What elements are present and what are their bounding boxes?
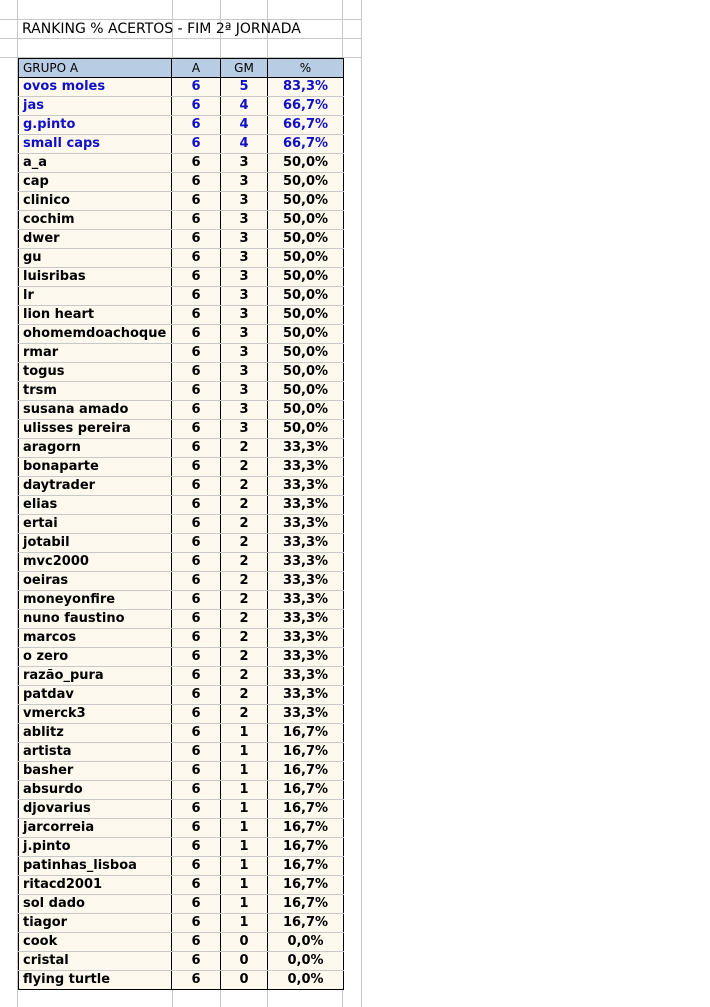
percent-cell[interactable]: 50,0% — [268, 230, 344, 249]
player-name-cell[interactable]: cap — [19, 173, 172, 192]
a-cell[interactable]: 6 — [172, 325, 221, 344]
gm-cell[interactable]: 2 — [221, 629, 268, 648]
header-a[interactable]: A — [172, 59, 221, 78]
percent-cell[interactable]: 0,0% — [268, 952, 344, 971]
percent-cell[interactable]: 50,0% — [268, 401, 344, 420]
percent-cell[interactable]: 16,7% — [268, 743, 344, 762]
gm-cell[interactable]: 2 — [221, 705, 268, 724]
percent-cell[interactable]: 33,3% — [268, 572, 344, 591]
player-name-cell[interactable]: oeiras — [19, 572, 172, 591]
table-row — [19, 800, 344, 819]
percent-cell[interactable]: 33,3% — [268, 686, 344, 705]
ranking-rows — [19, 78, 344, 990]
player-name-cell[interactable]: ablitz — [19, 724, 172, 743]
header-group-a[interactable]: GRUPO A — [19, 59, 172, 78]
a-cell[interactable]: 6 — [172, 135, 221, 154]
percent-cell[interactable]: 16,7% — [268, 876, 344, 895]
gm-cell[interactable]: 3 — [221, 325, 268, 344]
percent-cell[interactable]: 16,7% — [268, 857, 344, 876]
player-name-cell[interactable]: lion heart — [19, 306, 172, 325]
sheet-title[interactable]: RANKING % ACERTOS - FIM 2ª JORNADA — [22, 21, 301, 37]
player-name-cell[interactable]: ritacd2001 — [19, 876, 172, 895]
percent-cell[interactable]: 50,0% — [268, 249, 344, 268]
gm-cell[interactable]: 3 — [221, 382, 268, 401]
table-row — [19, 268, 344, 287]
gm-cell[interactable]: 3 — [221, 287, 268, 306]
player-name-cell[interactable]: jarcorreia — [19, 819, 172, 838]
table-row — [19, 781, 344, 800]
gm-cell[interactable]: 4 — [221, 135, 268, 154]
gm-cell[interactable]: 3 — [221, 344, 268, 363]
a-cell[interactable]: 6 — [172, 971, 221, 990]
percent-cell[interactable]: 50,0% — [268, 306, 344, 325]
gm-cell[interactable]: 1 — [221, 895, 268, 914]
gm-cell[interactable]: 3 — [221, 230, 268, 249]
percent-cell[interactable]: 16,7% — [268, 895, 344, 914]
table-row — [19, 610, 344, 629]
table-row — [19, 344, 344, 363]
percent-cell[interactable]: 33,3% — [268, 591, 344, 610]
table-row — [19, 648, 344, 667]
percent-cell[interactable]: 50,0% — [268, 420, 344, 439]
player-name-cell[interactable]: nuno faustino — [19, 610, 172, 629]
percent-cell[interactable]: 16,7% — [268, 819, 344, 838]
a-cell[interactable]: 6 — [172, 249, 221, 268]
a-cell[interactable]: 6 — [172, 629, 221, 648]
ranking-table — [18, 58, 344, 990]
player-name-cell[interactable]: basher — [19, 762, 172, 781]
gm-cell[interactable]: 1 — [221, 838, 268, 857]
table-row — [19, 572, 344, 591]
percent-cell[interactable]: 0,0% — [268, 971, 344, 990]
gm-cell[interactable]: 2 — [221, 648, 268, 667]
table-row — [19, 439, 344, 458]
table-row — [19, 553, 344, 572]
percent-cell[interactable]: 66,7% — [268, 135, 344, 154]
a-cell[interactable]: 6 — [172, 401, 221, 420]
gm-cell[interactable]: 1 — [221, 762, 268, 781]
table-row — [19, 458, 344, 477]
gm-cell[interactable]: 1 — [221, 914, 268, 933]
gm-cell[interactable]: 3 — [221, 401, 268, 420]
gm-cell[interactable]: 4 — [221, 116, 268, 135]
a-cell[interactable]: 6 — [172, 838, 221, 857]
player-name-cell[interactable]: cristal — [19, 952, 172, 971]
percent-cell[interactable]: 33,3% — [268, 496, 344, 515]
percent-cell[interactable]: 33,3% — [268, 439, 344, 458]
a-cell[interactable]: 6 — [172, 933, 221, 952]
gm-cell[interactable]: 1 — [221, 724, 268, 743]
header-percent[interactable]: % — [268, 59, 344, 78]
player-name-cell[interactable]: o zero — [19, 648, 172, 667]
gm-cell[interactable]: 2 — [221, 553, 268, 572]
a-cell[interactable]: 6 — [172, 686, 221, 705]
gm-cell[interactable]: 5 — [221, 78, 268, 97]
a-cell[interactable]: 6 — [172, 724, 221, 743]
percent-cell[interactable]: 16,7% — [268, 781, 344, 800]
a-cell[interactable]: 6 — [172, 78, 221, 97]
player-name-cell[interactable]: ulisses pereira — [19, 420, 172, 439]
a-cell[interactable]: 6 — [172, 553, 221, 572]
a-cell[interactable]: 6 — [172, 515, 221, 534]
a-cell[interactable]: 6 — [172, 154, 221, 173]
percent-cell[interactable]: 50,0% — [268, 211, 344, 230]
table-row — [19, 420, 344, 439]
a-cell[interactable]: 6 — [172, 439, 221, 458]
percent-cell[interactable]: 50,0% — [268, 382, 344, 401]
table-row — [19, 192, 344, 211]
gm-cell[interactable]: 0 — [221, 952, 268, 971]
percent-cell[interactable]: 16,7% — [268, 914, 344, 933]
a-cell[interactable]: 6 — [172, 363, 221, 382]
player-name-cell[interactable]: j.pinto — [19, 838, 172, 857]
player-name-cell[interactable]: rmar — [19, 344, 172, 363]
player-name-cell[interactable]: ovos moles — [19, 78, 172, 97]
table-row — [19, 154, 344, 173]
table-row — [19, 667, 344, 686]
gm-cell[interactable]: 0 — [221, 971, 268, 990]
table-row — [19, 762, 344, 781]
table-row — [19, 857, 344, 876]
player-name-cell[interactable]: razão_pura — [19, 667, 172, 686]
table-row — [19, 876, 344, 895]
table-row — [19, 97, 344, 116]
gm-cell[interactable]: 3 — [221, 363, 268, 382]
a-cell[interactable]: 6 — [172, 211, 221, 230]
player-name-cell[interactable]: absurdo — [19, 781, 172, 800]
a-cell[interactable]: 6 — [172, 230, 221, 249]
a-cell[interactable]: 6 — [172, 914, 221, 933]
table-row — [19, 325, 344, 344]
player-name-cell[interactable]: cochim — [19, 211, 172, 230]
player-name-cell[interactable]: small caps — [19, 135, 172, 154]
percent-cell[interactable]: 33,3% — [268, 477, 344, 496]
a-cell[interactable]: 6 — [172, 97, 221, 116]
player-name-cell[interactable]: trsm — [19, 382, 172, 401]
gm-cell[interactable]: 0 — [221, 933, 268, 952]
percent-cell[interactable]: 50,0% — [268, 344, 344, 363]
grid-row-line — [0, 38, 362, 39]
a-cell[interactable]: 6 — [172, 477, 221, 496]
a-cell[interactable]: 6 — [172, 268, 221, 287]
player-name-cell[interactable]: luisribas — [19, 268, 172, 287]
table-row — [19, 211, 344, 230]
player-name-cell[interactable]: clinico — [19, 192, 172, 211]
gm-cell[interactable]: 3 — [221, 420, 268, 439]
player-name-cell[interactable]: a_a — [19, 154, 172, 173]
percent-cell[interactable]: 50,0% — [268, 363, 344, 382]
gm-cell[interactable]: 1 — [221, 743, 268, 762]
a-cell[interactable]: 6 — [172, 116, 221, 135]
table-row — [19, 933, 344, 952]
table-row — [19, 534, 344, 553]
table-row — [19, 686, 344, 705]
gm-cell[interactable]: 2 — [221, 439, 268, 458]
percent-cell[interactable]: 0,0% — [268, 933, 344, 952]
player-name-cell[interactable]: susana amado — [19, 401, 172, 420]
gm-cell[interactable]: 1 — [221, 819, 268, 838]
table-row — [19, 629, 344, 648]
gm-cell[interactable]: 1 — [221, 857, 268, 876]
player-name-cell[interactable]: vmerck3 — [19, 705, 172, 724]
table-row — [19, 287, 344, 306]
gm-cell[interactable]: 1 — [221, 800, 268, 819]
table-row — [19, 895, 344, 914]
a-cell[interactable]: 6 — [172, 496, 221, 515]
player-name-cell[interactable]: djovarius — [19, 800, 172, 819]
a-cell[interactable]: 6 — [172, 420, 221, 439]
table-row — [19, 743, 344, 762]
table-row — [19, 914, 344, 933]
player-name-cell[interactable]: lr — [19, 287, 172, 306]
percent-cell[interactable]: 66,7% — [268, 116, 344, 135]
a-cell[interactable]: 6 — [172, 800, 221, 819]
player-name-cell[interactable]: jas — [19, 97, 172, 116]
table-row — [19, 724, 344, 743]
grid-column-line — [361, 0, 362, 1007]
percent-cell[interactable]: 33,3% — [268, 629, 344, 648]
table-row — [19, 116, 344, 135]
percent-cell[interactable]: 83,3% — [268, 78, 344, 97]
player-name-cell[interactable]: jotabil — [19, 534, 172, 553]
percent-cell[interactable]: 66,7% — [268, 97, 344, 116]
percent-cell[interactable]: 33,3% — [268, 705, 344, 724]
player-name-cell[interactable]: mvc2000 — [19, 553, 172, 572]
table-row — [19, 230, 344, 249]
percent-cell[interactable]: 16,7% — [268, 800, 344, 819]
gm-cell[interactable]: 2 — [221, 591, 268, 610]
percent-cell[interactable]: 16,7% — [268, 724, 344, 743]
a-cell[interactable]: 6 — [172, 192, 221, 211]
table-row — [19, 135, 344, 154]
gm-cell[interactable]: 1 — [221, 781, 268, 800]
gm-cell[interactable]: 3 — [221, 211, 268, 230]
player-name-cell[interactable]: artista — [19, 743, 172, 762]
a-cell[interactable]: 6 — [172, 762, 221, 781]
table-row — [19, 173, 344, 192]
player-name-cell[interactable]: ertai — [19, 515, 172, 534]
a-cell[interactable]: 6 — [172, 743, 221, 762]
a-cell[interactable]: 6 — [172, 895, 221, 914]
table-row — [19, 705, 344, 724]
table-row — [19, 952, 344, 971]
a-cell[interactable]: 6 — [172, 306, 221, 325]
a-cell[interactable]: 6 — [172, 857, 221, 876]
grid-row-line — [0, 19, 362, 20]
percent-cell[interactable]: 50,0% — [268, 325, 344, 344]
player-name-cell[interactable]: patinhas_lisboa — [19, 857, 172, 876]
table-row — [19, 515, 344, 534]
percent-cell[interactable]: 16,7% — [268, 762, 344, 781]
table-row — [19, 363, 344, 382]
header-row — [19, 59, 344, 78]
gm-cell[interactable]: 2 — [221, 496, 268, 515]
percent-cell[interactable]: 33,3% — [268, 458, 344, 477]
percent-cell[interactable]: 50,0% — [268, 268, 344, 287]
gm-cell[interactable]: 3 — [221, 249, 268, 268]
a-cell[interactable]: 6 — [172, 952, 221, 971]
percent-cell[interactable]: 33,3% — [268, 667, 344, 686]
table-row — [19, 306, 344, 325]
player-name-cell[interactable]: marcos — [19, 629, 172, 648]
gm-cell[interactable]: 2 — [221, 515, 268, 534]
gm-cell[interactable]: 3 — [221, 154, 268, 173]
player-name-cell[interactable]: patdav — [19, 686, 172, 705]
percent-cell[interactable]: 16,7% — [268, 838, 344, 857]
table-row — [19, 496, 344, 515]
player-name-cell[interactable]: daytrader — [19, 477, 172, 496]
a-cell[interactable]: 6 — [172, 287, 221, 306]
a-cell[interactable]: 6 — [172, 382, 221, 401]
gm-cell[interactable]: 2 — [221, 534, 268, 553]
player-name-cell[interactable]: gu — [19, 249, 172, 268]
percent-cell[interactable]: 50,0% — [268, 287, 344, 306]
percent-cell[interactable]: 33,3% — [268, 648, 344, 667]
a-cell[interactable]: 6 — [172, 819, 221, 838]
player-name-cell[interactable]: cook — [19, 933, 172, 952]
percent-cell[interactable]: 33,3% — [268, 553, 344, 572]
gm-cell[interactable]: 3 — [221, 192, 268, 211]
a-cell[interactable]: 6 — [172, 173, 221, 192]
a-cell[interactable]: 6 — [172, 705, 221, 724]
table-row — [19, 382, 344, 401]
percent-cell[interactable]: 50,0% — [268, 154, 344, 173]
player-name-cell[interactable]: dwer — [19, 230, 172, 249]
percent-cell[interactable]: 33,3% — [268, 534, 344, 553]
gm-cell[interactable]: 1 — [221, 876, 268, 895]
a-cell[interactable]: 6 — [172, 781, 221, 800]
player-name-cell[interactable]: ohomemdoachoque — [19, 325, 172, 344]
gm-cell[interactable]: 2 — [221, 667, 268, 686]
a-cell[interactable]: 6 — [172, 667, 221, 686]
gm-cell[interactable]: 2 — [221, 458, 268, 477]
table-row — [19, 78, 344, 97]
gm-cell[interactable]: 2 — [221, 610, 268, 629]
gm-cell[interactable]: 2 — [221, 477, 268, 496]
table-row — [19, 591, 344, 610]
table-row — [19, 819, 344, 838]
table-row — [19, 249, 344, 268]
table-row — [19, 838, 344, 857]
gm-cell[interactable]: 2 — [221, 686, 268, 705]
table-row — [19, 971, 344, 990]
table-row — [19, 477, 344, 496]
player-name-cell[interactable]: togus — [19, 363, 172, 382]
player-name-cell[interactable]: tiagor — [19, 914, 172, 933]
player-name-cell[interactable]: moneyonfire — [19, 591, 172, 610]
player-name-cell[interactable]: flying turtle — [19, 971, 172, 990]
player-name-cell[interactable]: bonaparte — [19, 458, 172, 477]
a-cell[interactable]: 6 — [172, 344, 221, 363]
header-gm[interactable]: GM — [221, 59, 268, 78]
a-cell[interactable]: 6 — [172, 572, 221, 591]
a-cell[interactable]: 6 — [172, 458, 221, 477]
a-cell[interactable]: 6 — [172, 648, 221, 667]
gm-cell[interactable]: 4 — [221, 97, 268, 116]
percent-cell[interactable]: 33,3% — [268, 515, 344, 534]
table-row — [19, 401, 344, 420]
player-name-cell[interactable]: aragorn — [19, 439, 172, 458]
a-cell[interactable]: 6 — [172, 876, 221, 895]
player-name-cell[interactable]: g.pinto — [19, 116, 172, 135]
a-cell[interactable]: 6 — [172, 610, 221, 629]
gm-cell[interactable]: 3 — [221, 173, 268, 192]
a-cell[interactable]: 6 — [172, 591, 221, 610]
gm-cell[interactable]: 3 — [221, 268, 268, 287]
gm-cell[interactable]: 2 — [221, 572, 268, 591]
percent-cell[interactable]: 50,0% — [268, 173, 344, 192]
player-name-cell[interactable]: elias — [19, 496, 172, 515]
a-cell[interactable]: 6 — [172, 534, 221, 553]
gm-cell[interactable]: 3 — [221, 306, 268, 325]
percent-cell[interactable]: 33,3% — [268, 610, 344, 629]
percent-cell[interactable]: 50,0% — [268, 192, 344, 211]
player-name-cell[interactable]: sol dado — [19, 895, 172, 914]
